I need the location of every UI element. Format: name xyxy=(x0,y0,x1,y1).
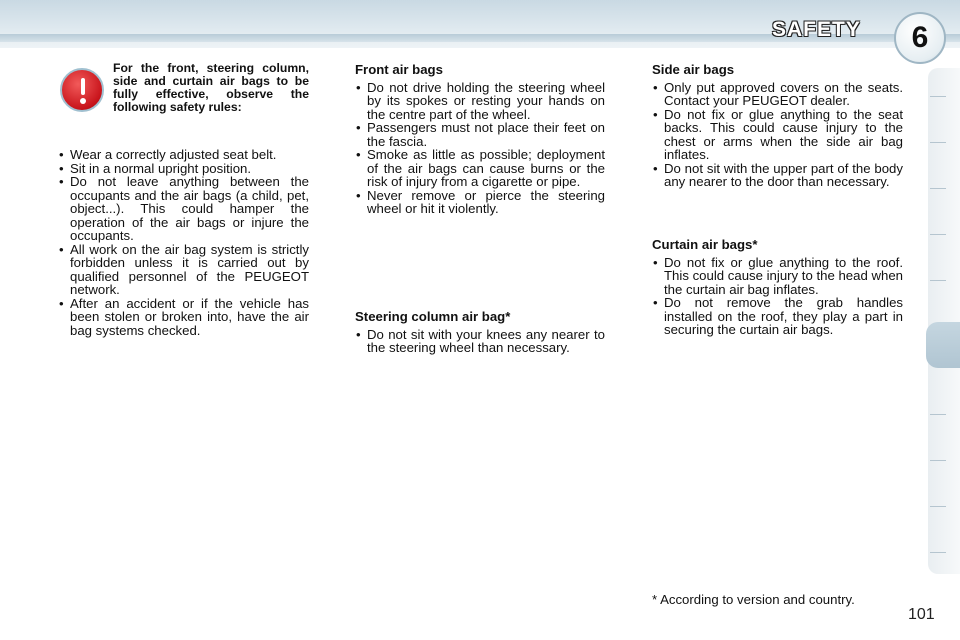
safety-intro: For the front, steering column, side and curtain air bags to be fully effective, observe the following safety rules: xyxy=(113,61,309,114)
tab-divider xyxy=(930,460,946,461)
tab-active-chapter[interactable] xyxy=(926,322,960,368)
list-item: • Smoke as little as possible; deployment of the air bags can cause burns or the risk of injury from a cigarette or pipe. xyxy=(355,148,605,189)
section-heading: Steering column air bag* xyxy=(355,309,511,324)
tab-divider xyxy=(930,414,946,415)
list-item: • Passengers must not place their feet on the fascia. xyxy=(355,121,605,148)
list-item: • Wear a correctly adjusted seat belt. xyxy=(58,148,309,162)
side-airbags-section xyxy=(652,63,903,189)
footnote: * According to version and country. xyxy=(652,592,855,607)
tab-divider xyxy=(930,142,946,143)
curtain-airbags-list xyxy=(652,256,903,337)
side-airbags-list xyxy=(652,81,903,189)
tab-divider xyxy=(930,280,946,281)
steering-airbag-section xyxy=(355,310,605,355)
list-item: • Do not fix or glue anything to the seat backs. This could cause injury to the chest or arms when the side air bag inflates. xyxy=(652,108,903,162)
page-number: 101 xyxy=(908,606,935,623)
front-airbags-section xyxy=(355,63,605,216)
curtain-airbags-section xyxy=(652,238,903,337)
list-item: • After an accident or if the vehicle has been stolen or broken into, have the air bag systems checked. xyxy=(58,297,309,338)
list-item: • Sit in a normal upright position. xyxy=(58,162,309,176)
section-heading: Curtain air bags* xyxy=(652,237,758,252)
left-column xyxy=(58,148,309,337)
list-item: • Do not leave anything between the occupants and the air bags (a child, pet, object...). This could hamper the operation of the air bags or injure the occupants. xyxy=(58,175,309,243)
list-item: • All work on the air bag system is strictly forbidden unless it is carried out by qualified personnel of the PEUGEOT network. xyxy=(58,243,309,297)
steering-airbag-list xyxy=(355,328,605,355)
list-item: • Do not fix or glue anything to the roof. This could cause injury to the head when the curtain air bag inflates. xyxy=(652,256,903,297)
tab-divider xyxy=(930,234,946,235)
list-item: • Do not sit with your knees any nearer to the steering wheel than necessary. xyxy=(355,328,605,355)
tab-divider xyxy=(930,506,946,507)
tab-divider xyxy=(930,188,946,189)
tab-divider xyxy=(930,96,946,97)
list-item: • Only put approved covers on the seats. Contact your PEUGEOT dealer. xyxy=(652,81,903,108)
front-airbags-list xyxy=(355,81,605,216)
general-rules-list xyxy=(58,148,309,337)
list-item: • Never remove or pierce the steering wheel or hit it violently. xyxy=(355,189,605,216)
section-title: SAFETY xyxy=(772,18,861,41)
list-item: • Do not sit with the upper part of the body any nearer to the door than necessary. xyxy=(652,162,903,189)
chapter-tabs xyxy=(928,68,960,574)
list-item: • Do not remove the grab handles installed on the roof, they play a part in securing the curtain air bags. xyxy=(652,296,903,337)
section-heading: Front air bags xyxy=(355,62,443,77)
list-item: • Do not drive holding the steering wheel by its spokes or resting your hands on the centre part of the wheel. xyxy=(355,81,605,122)
warning-icon xyxy=(60,68,104,112)
chapter-badge: 6 xyxy=(894,12,946,64)
section-heading: Side air bags xyxy=(652,62,735,77)
tab-divider xyxy=(930,552,946,553)
